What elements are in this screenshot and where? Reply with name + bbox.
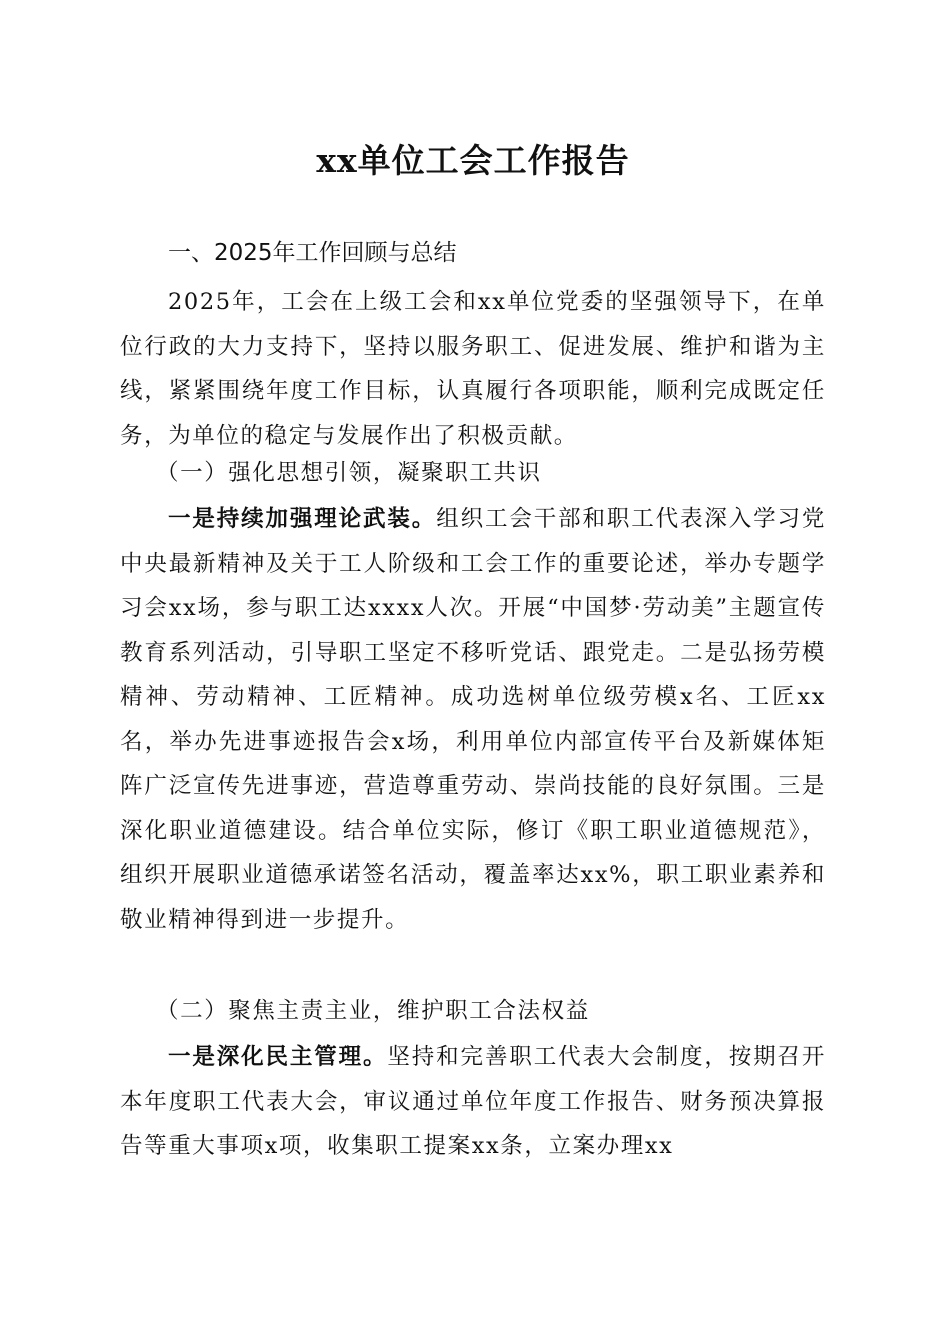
document-title: xx单位工会工作报告 [316,141,630,180]
paragraph-ideology-lead: 一是持续加强理论武装。 [168,506,437,532]
intro-paragraph: 2025年，工会在上级工会和xx单位党委的坚强领导下，在单位行政的大力支持下，坚持以服务职工、促进发展、维护和谐为主线，紧紧围绕年度工作目标，认真履行各项职能，顺利完成既定任务，为单位的稳定与发展作出了积极贡献。 [120,289,826,449]
section-heading-review: 一、2025年工作回顾与总结 [168,240,457,266]
subsection-heading-rights: （二）聚焦主责主业，维护职工合法权益 [156,998,590,1024]
subsection-heading-ideology: （一）强化思想引领，凝聚职工共识 [156,460,542,486]
paragraph-ideology-body: 组织工会干部和职工代表深入学习党中央最新精神及关于工人阶级和工会工作的重要论述，举办专题学习会xx场，参与职工达xxxx人次。开展“中国梦·劳动美”主题宣传教育系列活动，引导职工坚定不移听党话、跟党走。二是弘扬劳模精神、劳动精神、工匠精神。成功选树单位级劳模x名、工匠xx名，举办先进事迹报告会x场，利用单位内部宣传平台及新媒体矩阵广泛宣传先进事迹，营造尊重劳动、崇尚技能的良好氛围。三是深化职业道德建设。结合单位实际，修订《职工职业道德规范》，组织开展职业道德承诺签名活动，覆盖率达xx%，职工职业素养和敬业精神得到进一步提升。 [120,506,826,933]
paragraph-rights-body: 坚持和完善职工代表大会制度，按期召开本年度职工代表大会，审议通过单位年度工作报告、财务预决算报告等重大事项x项，收集职工提案xx条，立案办理xx [120,1044,826,1159]
paragraph-rights [120,1035,826,1169]
paragraph-rights-lead: 一是深化民主管理。 [168,1044,388,1070]
paragraph-ideology [120,497,826,942]
